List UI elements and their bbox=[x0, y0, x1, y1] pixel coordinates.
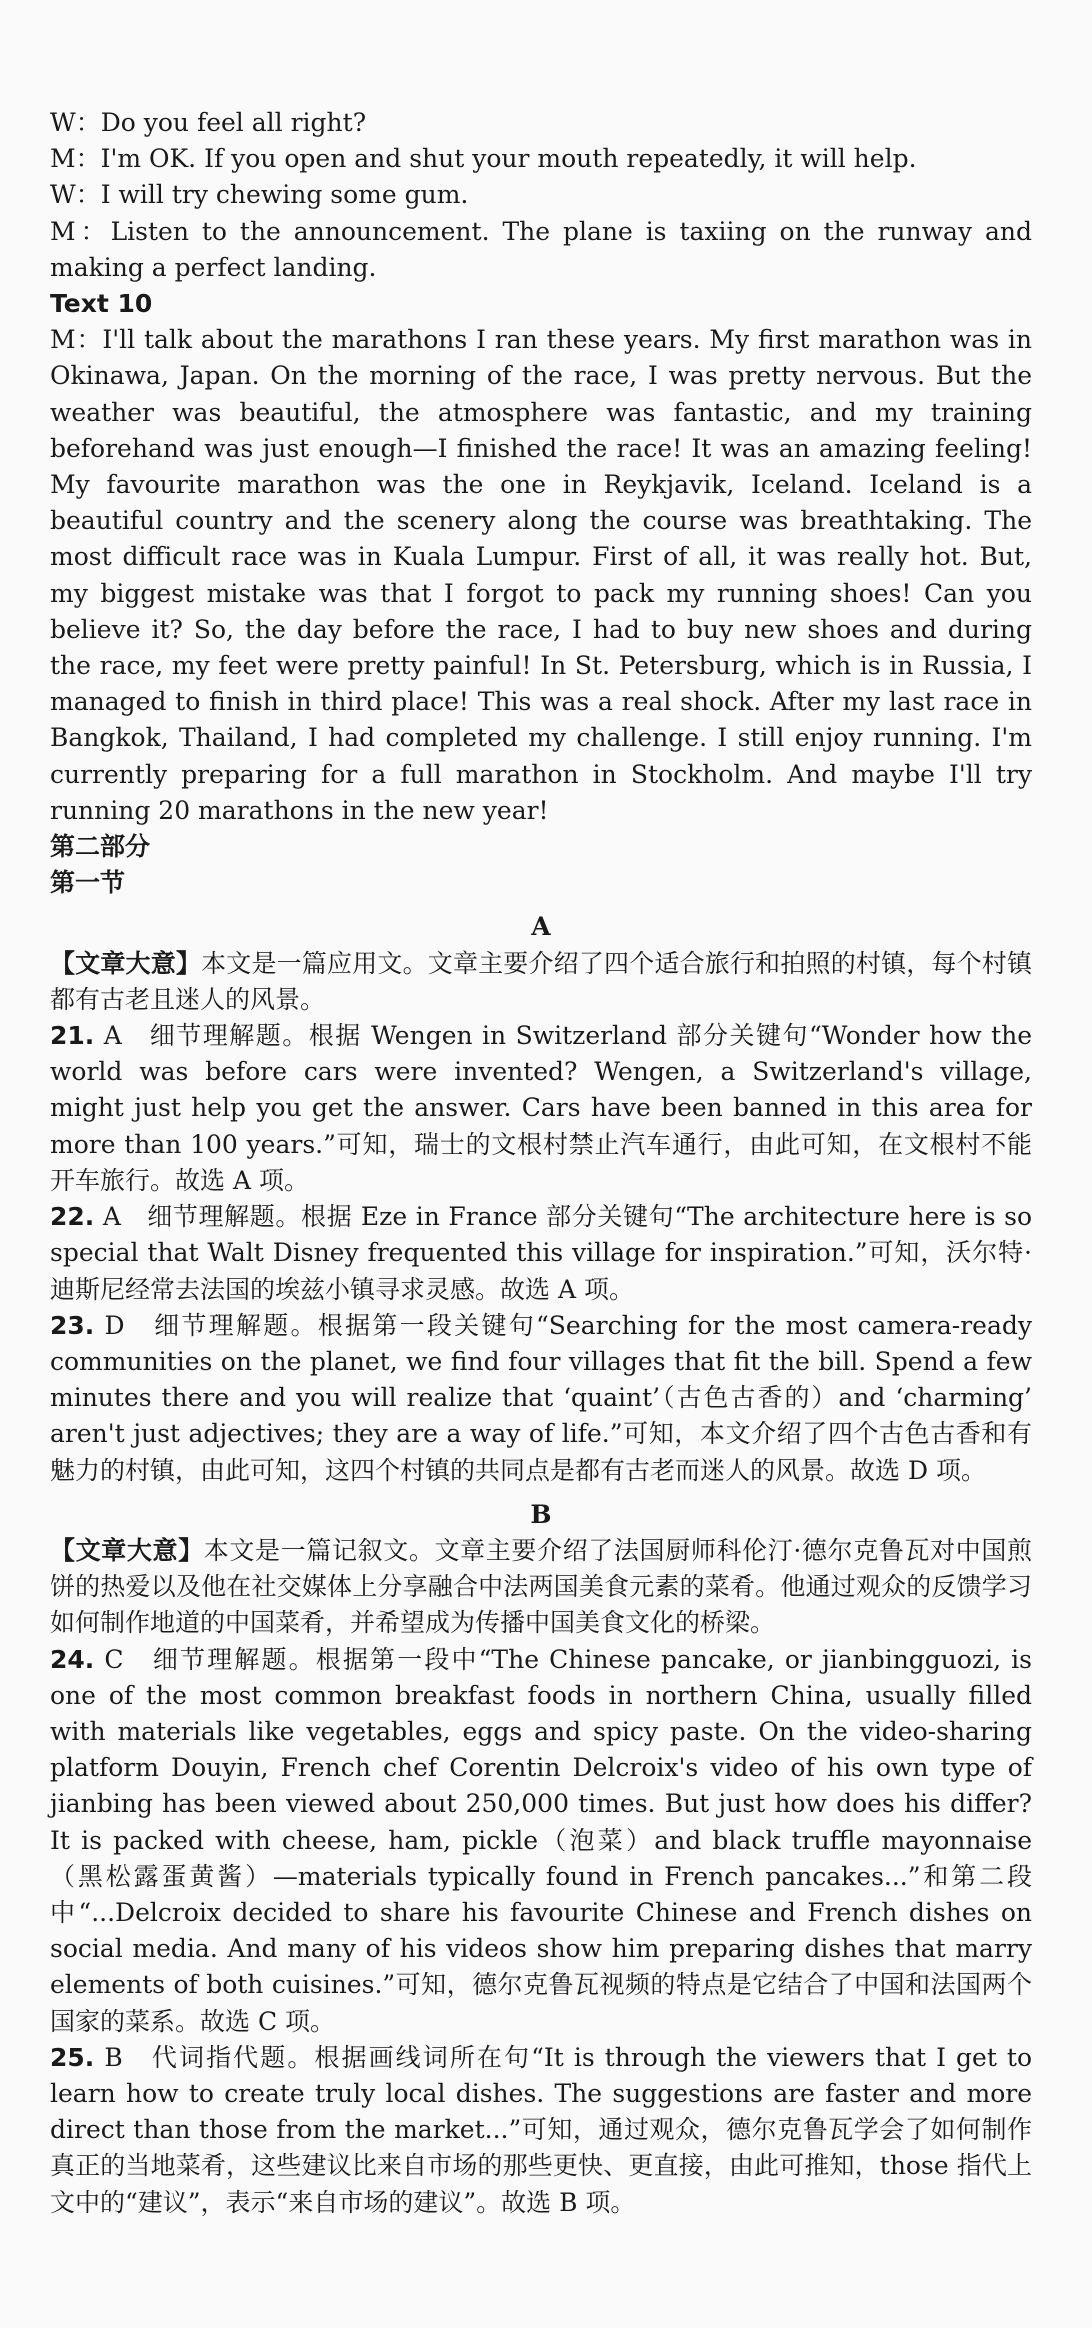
answer-text: B 代词指代题。根据画线词所在句“It is through the viewers that I get to learn how to create truly local dishes. The suggestions are faster and more direct than those from the market...”可知，通过观众，德尔克鲁瓦学会了如何制作真正的当地菜肴，这些建议比来自市场的那些更快、更直接，由此可推知，those 指代上文中的“建议”，表示“来自市场的建议”。故选 B 项。 bbox=[50, 2042, 1033, 2217]
question-number: 22. bbox=[50, 1202, 95, 1232]
answer-text: D 细节理解题。根据第一段关键句“Searching for the most camera-ready communities on the planet, we find four villages that fit the bill. Spend a few minutes there and you will realize that ‘quaint’（古色古香的）and ‘charming’ aren't just adjectives; they are a way of life.”可知，本文介绍了四个古色古香和有魅力的村镇，由此可知，这四个村镇的共同点是都有古老而迷人的风景。故选 D 项。 bbox=[50, 1310, 1032, 1485]
dialogue-text: Do you feel all right? bbox=[100, 108, 367, 137]
answer-24 bbox=[50, 1642, 1032, 2040]
dialogue-line bbox=[50, 105, 1032, 141]
question-number: 25. bbox=[50, 2042, 95, 2072]
dialogue-line bbox=[50, 177, 1032, 213]
question-number: 21. bbox=[50, 1021, 95, 1051]
dialogue bbox=[50, 105, 1032, 286]
gist-label: 【文章大意】 bbox=[50, 1535, 204, 1565]
gist-text: 本文是一篇记叙文。文章主要介绍了法国厨师科伦汀·德尔克鲁瓦对中国煎饼的热爱以及他在社交媒体上分享融合中法两国美食元素的菜肴。他通过观众的反馈学习如何制作地道的中国菜肴，并希望成为传播中国美食文化的桥梁。 bbox=[50, 1535, 1032, 1638]
transcript-text: I'll talk about the marathons I ran these years. My first marathon was in Okinawa, Japan. On the morning of the race, I was pretty nervous. But the weather was beautiful, the atmosphere was fantastic, and my training beforehand was just enough—I finished the race! It was an amazing feeling! My favourite marathon was the one in Reykjavik, Iceland. Iceland is a beautiful country and the scenery along the course was breathtaking. The most difficult race was in Kuala Lumpur. First of all, it was really hot. But, my biggest mistake was that I forgot to pack my running shoes! Can you believe it? So, the day before the race, I had to buy new shoes and during the race, my feet were pretty painful! In St. Petersburg, which is in Russia, I managed to finish in third place! This was a real shock. After my last race in Bangkok, Thailand, I had completed my challenge. I still enjoy running. I'm currently preparing for a full marathon in Stockholm. And maybe I'll try running 20 marathons in the new year! bbox=[50, 325, 1032, 825]
section-title: 第一节 bbox=[50, 868, 126, 898]
speaker-label: W： bbox=[50, 108, 101, 137]
answer-text: C 细节理解题。根据第一段中“The Chinese pancake, or jianbingguozi, is one of the most common breakfast foods in northern China, usually filled with materials like vegetables, eggs and spicy paste. On the video-sharing platform Douyin, French chef Corentin Delcroix's video of his own type of jianbing has been viewed about 250,000 times. But just how does his differ? It is packed with cheese, ham, pickle（泡菜）and black truffle mayonnaise（黑松露蛋黄酱）—materials typically found in French pancakes...”和第二段中“...Delcroix decided to share his favourite Chinese and French dishes on social media. And many of his videos show him preparing dishes that marry elements of both cuisines.”可知，德尔克鲁瓦视频的特点是它结合了中国和法国两个国家的菜系。故选 C 项。 bbox=[50, 1644, 1032, 2036]
dialogue-line bbox=[50, 214, 1032, 286]
passage-a-gist bbox=[50, 946, 1032, 1018]
part-title: 第二部分 bbox=[50, 832, 151, 862]
text10-body bbox=[50, 322, 1032, 829]
dialogue-text: I'm OK. If you open and shut your mouth repeatedly, it will help. bbox=[100, 144, 917, 174]
answer-text: A 细节理解题。根据 Wengen in Switzerland 部分关键句“Wonder how the world was before cars were invented? Wengen, a Switzerland's village, might just help you get the answer. Cars have been banned in this area for more than 100 years.”可知，瑞士的文根村禁止汽车通行，由此可知，在文根村不能开车旅行。故选 A 项。 bbox=[50, 1021, 1033, 1195]
speaker-label: M： bbox=[50, 216, 111, 246]
answer-21 bbox=[50, 1018, 1032, 1199]
passage-a-letter: A bbox=[531, 912, 551, 942]
gist-text: 本文是一篇应用文。文章主要介绍了四个适合旅行和拍照的村镇，每个村镇都有古老且迷人的风景。 bbox=[50, 948, 1032, 1014]
question-number: 24. bbox=[50, 1644, 95, 1674]
dialogue-text: I will try chewing some gum. bbox=[100, 180, 469, 210]
answer-23 bbox=[50, 1308, 1032, 1489]
text10-heading: Text 10 bbox=[50, 289, 153, 319]
passage-b-letter: B bbox=[530, 1499, 552, 1529]
speaker-label: W： bbox=[50, 180, 101, 210]
dialogue-line bbox=[50, 141, 1032, 177]
passage-b-gist bbox=[50, 1533, 1032, 1642]
speaker-label: M： bbox=[50, 144, 101, 174]
gist-label: 【文章大意】 bbox=[50, 948, 202, 978]
question-number: 23. bbox=[50, 1310, 95, 1340]
dialogue-text: Listen to the announcement. The plane is taxiing on the runway and making a perfect landing. bbox=[50, 216, 1032, 282]
answer-22 bbox=[50, 1199, 1032, 1308]
answer-25 bbox=[50, 2040, 1032, 2221]
answer-text: A 细节理解题。根据 Eze in France 部分关键句“The architecture here is so special that Walt Disney frequented this village for inspiration.”可知，沃尔特·迪斯尼经常去法国的埃兹小镇寻求灵感。故选 A 项。 bbox=[50, 1202, 1032, 1304]
speaker-label: M： bbox=[50, 325, 103, 355]
